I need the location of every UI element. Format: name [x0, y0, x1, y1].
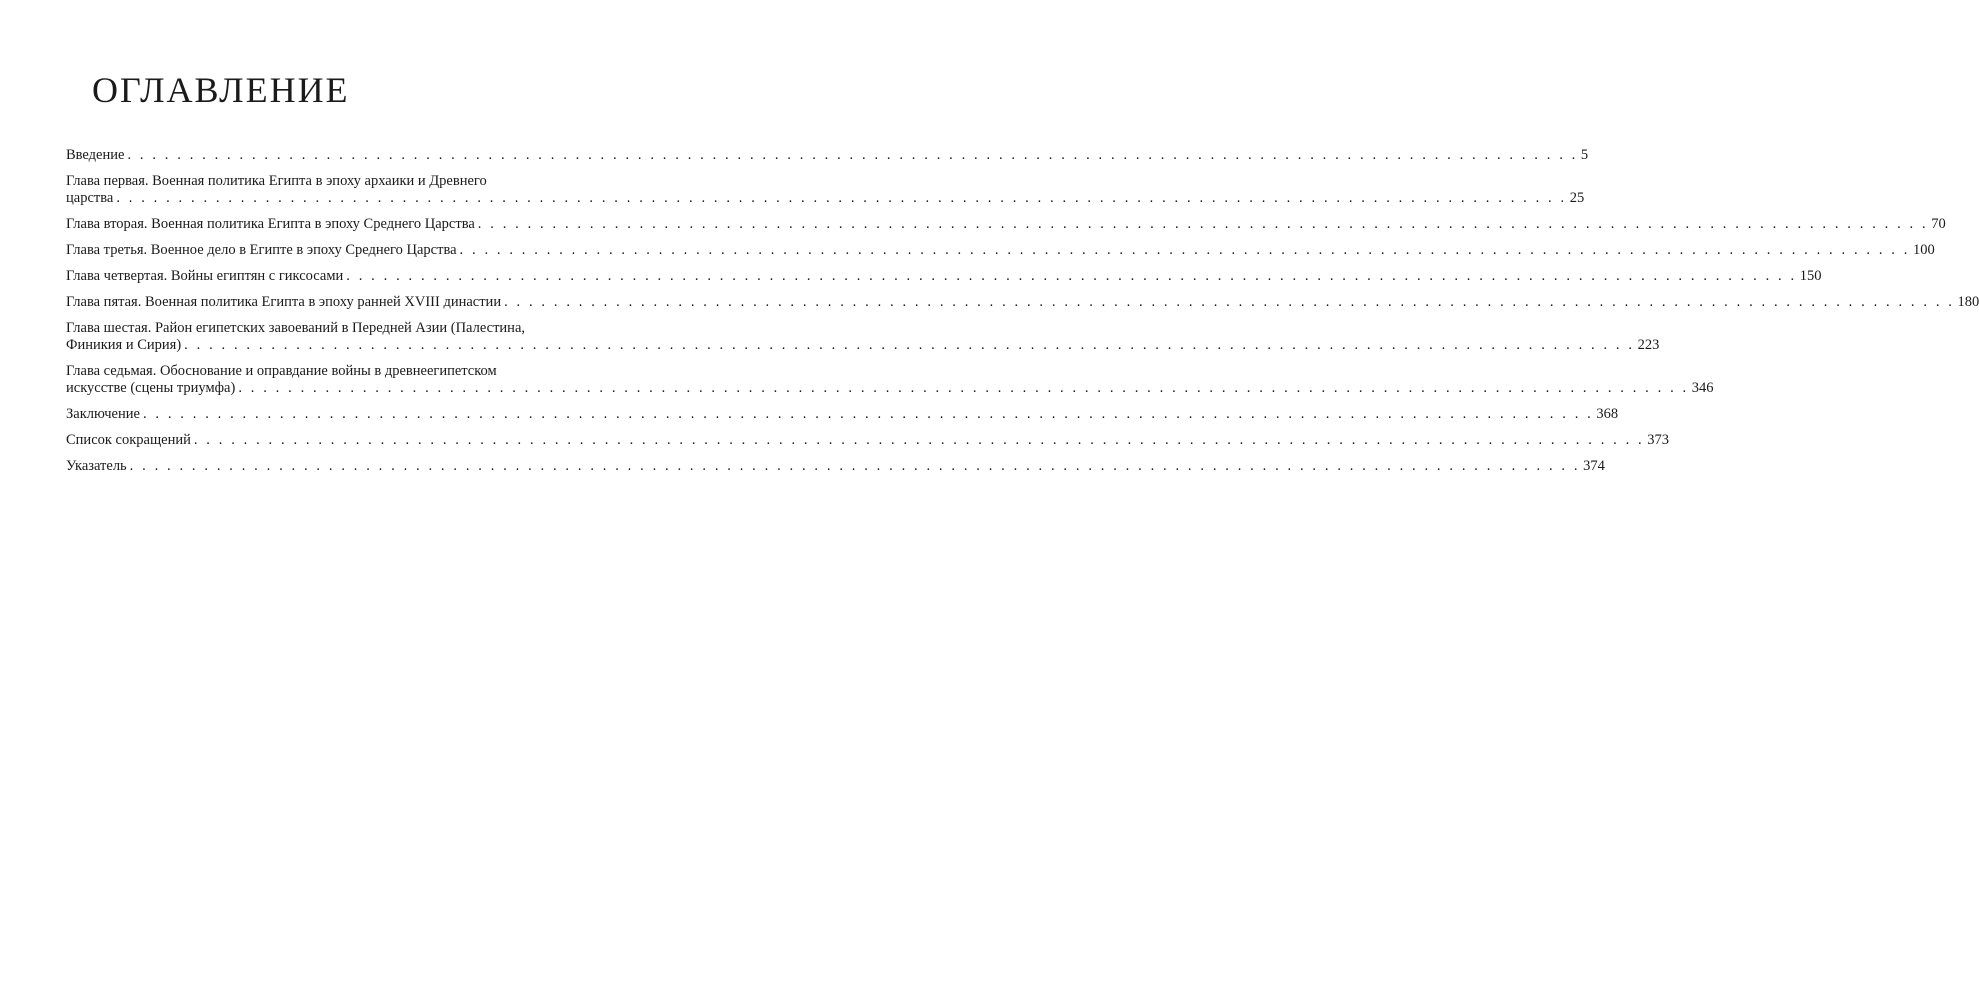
toc-entry-title: Глава третья. Военное дело в Египте в эпоху Среднего Царства: [66, 242, 457, 258]
toc-entry-title: Глава седьмая. Обоснование и оправдание войны в древнеегипетском: [66, 363, 497, 379]
toc-entry-title-continued: царства: [66, 190, 114, 206]
toc-entry-chapter-6[interactable]: [66, 320, 1660, 354]
toc-entry-title: Введение: [66, 147, 125, 163]
dot-leader: [143, 406, 1593, 423]
toc-entry-chapter-7[interactable]: [66, 363, 1714, 397]
toc-entry-title: Глава первая. Военная политика Египта в эпоху архаики и Древнего: [66, 173, 487, 189]
dot-leader: [478, 216, 1928, 233]
toc-entry-index[interactable]: [66, 458, 1605, 475]
dot-leader: [194, 432, 1644, 449]
dot-leader: [116, 190, 1566, 207]
toc-entry-last-line: [66, 380, 1714, 397]
toc-page-number: 70: [1931, 216, 1946, 232]
toc-entry-last-line: [66, 458, 1605, 475]
dot-leader: [184, 337, 1634, 354]
toc-entry-last-line: [66, 432, 1670, 449]
toc-entry-introduction[interactable]: [66, 147, 1589, 164]
toc-entry-title: Указатель: [66, 458, 127, 474]
toc-entry-chapter-5[interactable]: [66, 294, 1979, 311]
toc-entry-last-line: [66, 337, 1660, 354]
toc-entry-chapter-4[interactable]: [66, 268, 1822, 285]
toc-entry-title: Глава пятая. Военная политика Египта в эпоху ранней XVIII династии: [66, 294, 502, 310]
toc-page-number: 5: [1580, 147, 1589, 163]
toc-entry-chapter-3[interactable]: [66, 242, 1935, 259]
toc-entry-title-continued: Финикия и Сирия): [66, 337, 182, 353]
toc-entry-last-line: [66, 242, 1935, 259]
dot-leader: [346, 268, 1796, 285]
toc-entry-last-line: [66, 294, 1979, 311]
toc-page-number: 374: [1583, 458, 1605, 474]
toc-page-number: 223: [1637, 337, 1660, 353]
toc-page-number: 100: [1912, 242, 1935, 258]
toc-entry-chapter-2[interactable]: [66, 216, 1946, 233]
dot-leader: [127, 147, 1577, 164]
dot-leader: [460, 242, 1910, 259]
table-of-contents: [66, 147, 1979, 484]
toc-entry-title: Список сокращений: [66, 432, 191, 448]
dot-leader: [504, 294, 1954, 311]
toc-entry-last-line: [66, 406, 1619, 423]
toc-entry-conclusion[interactable]: [66, 406, 1619, 423]
toc-page-number: 180: [1957, 294, 1979, 310]
toc-page-number: 25: [1569, 190, 1585, 206]
toc-page-number: 368: [1596, 406, 1619, 422]
toc-entry-title: Глава вторая. Военная политика Египта в эпоху Среднего Царства: [66, 216, 475, 232]
toc-entry-title: Глава четвертая. Войны египтян с гиксосами: [66, 268, 344, 284]
dot-leader: [130, 458, 1580, 475]
toc-entry-title: Заключение: [66, 406, 140, 422]
toc-page-number: 150: [1799, 268, 1822, 284]
page-title: ОГЛАВЛЕНИЕ: [92, 70, 350, 110]
toc-entry-abbreviations[interactable]: [66, 432, 1670, 449]
toc-page-number: 373: [1647, 432, 1670, 448]
toc-entry-last-line: [66, 268, 1822, 285]
dot-leader: [238, 380, 1688, 397]
toc-entry-title: Глава шестая. Район египетских завоеваний в Передней Азии (Палестина,: [66, 320, 526, 336]
toc-entry-chapter-1[interactable]: [66, 173, 1585, 207]
toc-page-number: 346: [1691, 380, 1714, 396]
toc-entry-title-continued: искусстве (сцены триумфа): [66, 380, 236, 396]
toc-entry-last-line: [66, 147, 1589, 164]
toc-entry-last-line: [66, 190, 1585, 207]
toc-entry-last-line: [66, 216, 1946, 233]
